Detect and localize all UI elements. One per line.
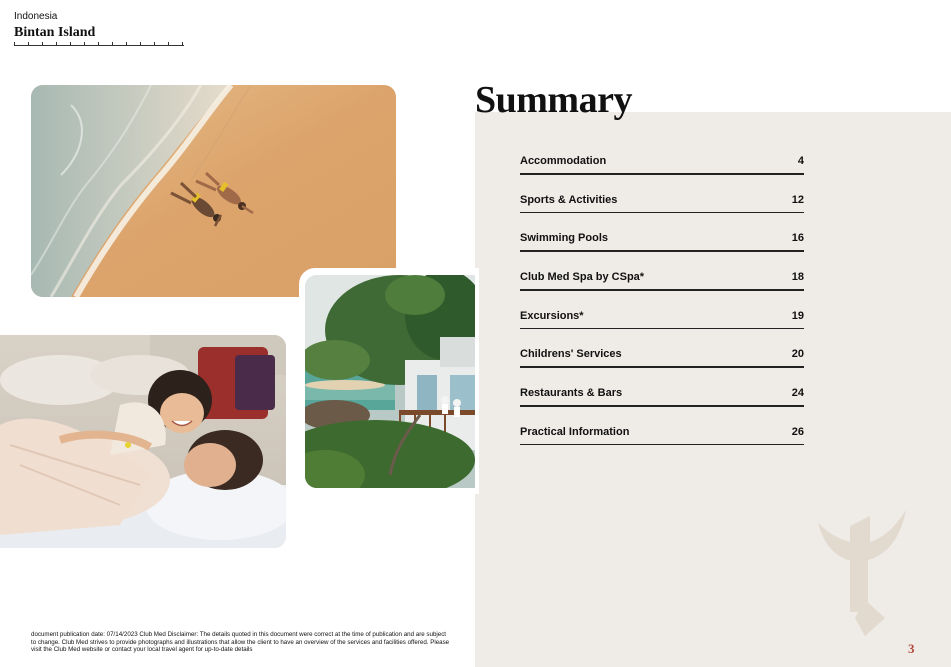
family-photo <box>0 335 286 548</box>
toc-item-label: Excursions* <box>520 309 584 322</box>
toc-divider <box>520 212 804 214</box>
country-label: Indonesia <box>14 11 58 22</box>
header-ruler-ticks <box>14 42 184 46</box>
toc-item-page: 26 <box>791 425 804 438</box>
toc-item-excursions[interactable] <box>520 305 804 344</box>
toc-item-page: 16 <box>791 232 804 245</box>
villa-photo <box>305 275 475 488</box>
toc-item-page: 19 <box>791 309 804 322</box>
toc-item-restaurants[interactable] <box>520 382 804 421</box>
toc-item-page: 4 <box>797 155 804 167</box>
toc-divider <box>520 289 804 291</box>
table-of-contents <box>520 150 804 460</box>
toc-divider <box>520 250 804 252</box>
toc-item-label: Practical Information <box>520 425 630 438</box>
toc-item-label: Swimming Pools <box>520 232 609 245</box>
toc-item-page: 18 <box>791 271 804 284</box>
page-number: 3 <box>908 641 915 656</box>
page-title: Summary <box>475 79 632 121</box>
toc-item-sports[interactable] <box>520 189 804 228</box>
page-header <box>14 11 95 41</box>
island-title: Bintan Island <box>14 25 96 40</box>
toc-divider <box>520 328 804 330</box>
toc-item-pools[interactable] <box>520 227 804 266</box>
toc-item-practical-info[interactable] <box>520 421 804 460</box>
disclaimer-text: document publication date: 07/14/2023 Club Med Disclaimer: The details quoted in this document were correct at the time of publication and are subject to change. Club Med strives to provide photographs and illustrations that allow the client to have an overview of the services and facilities offered. Please visit the Club Med website or contact your local travel agent for up-to-date details <box>31 631 450 654</box>
toc-item-label: Childrens' Services <box>520 348 622 361</box>
toc-item-page: 20 <box>791 348 804 361</box>
toc-item-childrens-services[interactable] <box>520 343 804 382</box>
toc-item-page: 12 <box>791 193 804 206</box>
toc-divider <box>520 444 804 446</box>
toc-item-accommodation[interactable] <box>520 150 804 189</box>
toc-item-spa[interactable] <box>520 266 804 305</box>
toc-divider <box>520 173 804 175</box>
toc-item-label: Accommodation <box>520 155 607 167</box>
toc-item-label: Restaurants & Bars <box>520 387 623 400</box>
toc-item-label: Sports & Activities <box>520 193 618 206</box>
toc-item-label: Club Med Spa by CSpa* <box>520 271 645 284</box>
toc-divider <box>520 405 804 407</box>
beach-photo <box>31 85 396 297</box>
toc-item-page: 24 <box>791 387 804 400</box>
toc-divider <box>520 366 804 368</box>
trident-logo-icon <box>810 500 920 640</box>
